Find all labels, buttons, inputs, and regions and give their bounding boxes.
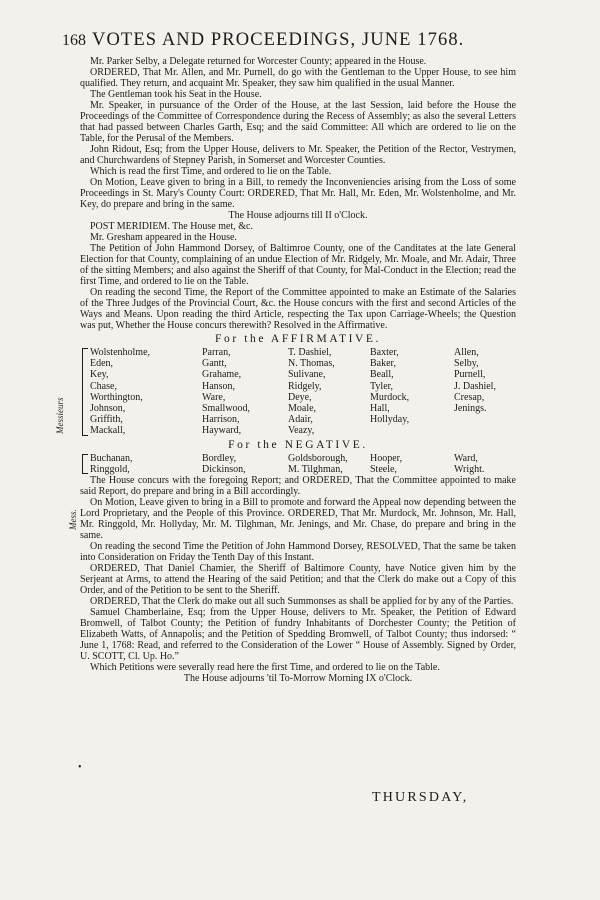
paragraph: ORDERED, That Mr. Allen, and Mr. Purnell, do go with the Gentleman to the Upper House, to see him qualified. They return, and acquaint Mr. Speaker, they saw him qualified in the usual Manner. — [80, 67, 516, 89]
member-name: Gantt, — [202, 358, 227, 370]
adjournment-line: The House adjourns till II o'Clock. — [228, 210, 368, 221]
negative-side-label: Mess. — [68, 509, 78, 530]
member-name — [454, 425, 526, 436]
paragraph: On Motion, Leave given to bring in a Bill, to remedy the Inconveniencies arising from the Loss of some Proceedings in St. Mary's County Court: ORDERED, That Mr. Hall, Mr. Eden, Mr. Wolstenholme, and Mr. Key, do prepare and bring in the same. — [80, 177, 516, 210]
member-name: Smallwood, — [202, 403, 251, 415]
member-name: T. Dashiel, — [288, 347, 332, 358]
page-number: 168 — [62, 32, 86, 49]
member-name — [370, 425, 454, 436]
member-name: Chase, — [90, 380, 117, 392]
paragraph: Which Petitions were severally read here the first Time, and ordered to lie on the Table. — [90, 662, 440, 674]
adjournment-line: The House adjourns 'til To-Morrow Morning IX o'Clock. — [183, 673, 413, 685]
member-name — [454, 414, 526, 425]
paragraph: The Gentleman took his Seat in the House. — [90, 89, 262, 100]
member-name: Cresap, — [454, 391, 485, 403]
member-name: Hall, — [370, 403, 390, 415]
running-title: VOTES AND PROCEEDINGS, JUNE 1768. — [92, 30, 465, 50]
member-name: Ware, — [202, 391, 226, 403]
affirmative-vote-table — [80, 347, 516, 437]
member-name: Buchanan, — [90, 452, 133, 464]
member-name: J. Dashiel, — [454, 380, 496, 392]
member-name: Murdock, — [370, 391, 410, 403]
member-name: Adair, — [288, 414, 313, 426]
member-name: Deye, — [288, 391, 312, 403]
catchword: THURSDAY, — [372, 790, 469, 805]
member-name: Jenings. — [454, 403, 487, 415]
member-name: Purnell, — [454, 369, 486, 381]
paragraph: On reading the second Time, the Report of the Committee appointed to make an Estimate of the Salaries of the Three Judges of the Provincial Court, &c. the House concurs with the first and second Articles of the Ways and Means. Upon reading the third Article, respecting the Tax upon Carriage-Wheels; the Question was put, Whether the House concurs therewith? Resolved in the Affirmative. — [80, 287, 516, 331]
paragraph: Mr. Parker Selby, a Delegate returned for Worcester County; appeared in the House. — [90, 56, 427, 67]
member-name: Moale, — [288, 403, 317, 415]
paragraph: ORDERED, That Daniel Chamier, the Sheriff of Baltimore County, have Notice given him by the Serjeant at Arms, to attend the Hearing of the said Petition; and that the Clerk do make out a Copy of this Order, and of the Petition to be sent to the Sheriff. — [80, 563, 516, 597]
member-name: Harrison, — [202, 414, 240, 426]
member-name: Hollyday, — [370, 414, 410, 426]
member-name: Dickinson, — [202, 463, 246, 475]
member-name: Baker, — [370, 358, 396, 370]
member-name: Key, — [90, 369, 109, 381]
member-name: Beall, — [370, 369, 394, 381]
negative-heading: For the NEGATIVE. — [228, 438, 368, 451]
member-name: Johnson, — [90, 403, 126, 415]
running-header — [62, 30, 532, 54]
member-name: Hanson, — [202, 380, 236, 392]
negative-vote-table — [80, 453, 516, 475]
vote-brace — [82, 454, 88, 474]
member-name: Bordley, — [202, 452, 237, 464]
paragraph: On Motion, Leave given to bring in a Bill to promote and forward the Appeal now depending between the Lord Proprietary, and the People of this Province. ORDERED, That Mr. Murdock, Mr. Johnson, Mr. Hall, Mr. Ringgold, Mr. Hollyday, Mr. M. Tilghman, Mr. Jenings, and Mr. Chase, do prepare and bring in the same. — [80, 497, 516, 542]
member-name: Goldsborough, — [288, 452, 348, 464]
member-name: Allen, — [454, 347, 479, 358]
member-name: M. Tilghman, — [288, 463, 343, 475]
paragraph: POST MERIDIEM. The House met, &c. — [90, 221, 253, 232]
affirmative-heading: For the AFFIRMATIVE. — [214, 333, 382, 345]
member-name: Parran, — [202, 347, 231, 358]
member-name: Wright. — [454, 463, 485, 475]
paragraph: The House concurs with the foregoing Report; and ORDERED, That the Committee appointed to make said Report, do prepare and bring in a Bill accordingly. — [80, 475, 516, 498]
paragraph: The Petition of John Hammond Dorsey, of Baltimroe County, one of the Canditates at the late General Election for that County, complaining of an undue Election of Mr. Ridgely, Mr. Moale, and Mr. Adair, Three of the sitting Members; and also against the Sheriff of that County, for Mal-Conduct in the Election; read the first Time, and ordered to lie on the Table. — [80, 243, 516, 287]
member-name: Ringgold, — [90, 463, 130, 475]
affirmative-side-label: Messieurs — [55, 397, 65, 434]
member-name: Ridgely, — [288, 380, 322, 392]
member-name: Grahame, — [202, 369, 242, 381]
paragraph: Mr. Speaker, in pursuance of the Order of the House, at the last Session, laid before the House the Proceedings of the Committee of Correspondence during the Recess of Assembly; as also the several Letters that had passed between Charles Garth, Esq; and the said Committee: All which are ordered to lie on the Table, for the Perusal of the Members. — [80, 100, 516, 144]
paragraph: Samuel Chamberlaine, Esq; from the Upper House, delivers to Mr. Speaker, the Petition of Edward Bromwell, of Talbot County; the Petition of fundry Inhabitants of Dorchester County; the Petition of Elizabeth Watts, of Annapolis; and the Petition of Spedding Bromwell, of Talbot County; thus indorsed: “ June 1, 1768: Read, and referred to the Consideration of the Lower “ House of Assembly. Signed by Order, U. SCOTT, Cl. Up. Ho.” — [80, 607, 516, 663]
member-name: Mackall, — [90, 425, 126, 437]
member-name: Hooper, — [370, 452, 403, 464]
member-name: Worthington, — [90, 391, 143, 403]
member-name: Griffith, — [90, 414, 123, 426]
member-name: Wolstenholme, — [90, 347, 151, 358]
printer-mark: • — [78, 762, 82, 773]
paragraph: Mr. Gresham appeared in the House. — [90, 232, 237, 243]
member-name: Baxter, — [370, 347, 399, 358]
member-name: N. Thomas, — [288, 358, 335, 370]
member-name: Eden, — [90, 358, 114, 370]
vote-brace — [82, 348, 88, 436]
member-name: Selby, — [454, 358, 479, 370]
paragraph: Which is read the first Time, and ordered to lie on the Table. — [90, 166, 332, 177]
body-text — [80, 56, 516, 684]
member-name: Tyler, — [370, 380, 394, 392]
member-name: Sulivane, — [288, 369, 326, 381]
paragraph: John Ridout, Esq; from the Upper House, delivers to Mr. Speaker, the Petition of the Rector, Vestrymen, and Churchwardens of Stepney Parish, in Somerset and Worcester Counties. — [80, 144, 516, 166]
member-name: Veazy, — [288, 425, 315, 437]
paragraph: On reading the second Time the Petition of John Hammond Dorsey, RESOLVED, That the same be taken into Consideration on Friday the Tenth Day of this Instant. — [80, 541, 516, 564]
member-name: Ward, — [454, 452, 478, 464]
member-name: Hayward, — [202, 425, 242, 437]
paragraph: ORDERED, That the Clerk do make out all such Summonses as shall be applied for by any of the Parties. — [90, 596, 514, 608]
member-name: Steele, — [370, 463, 397, 475]
